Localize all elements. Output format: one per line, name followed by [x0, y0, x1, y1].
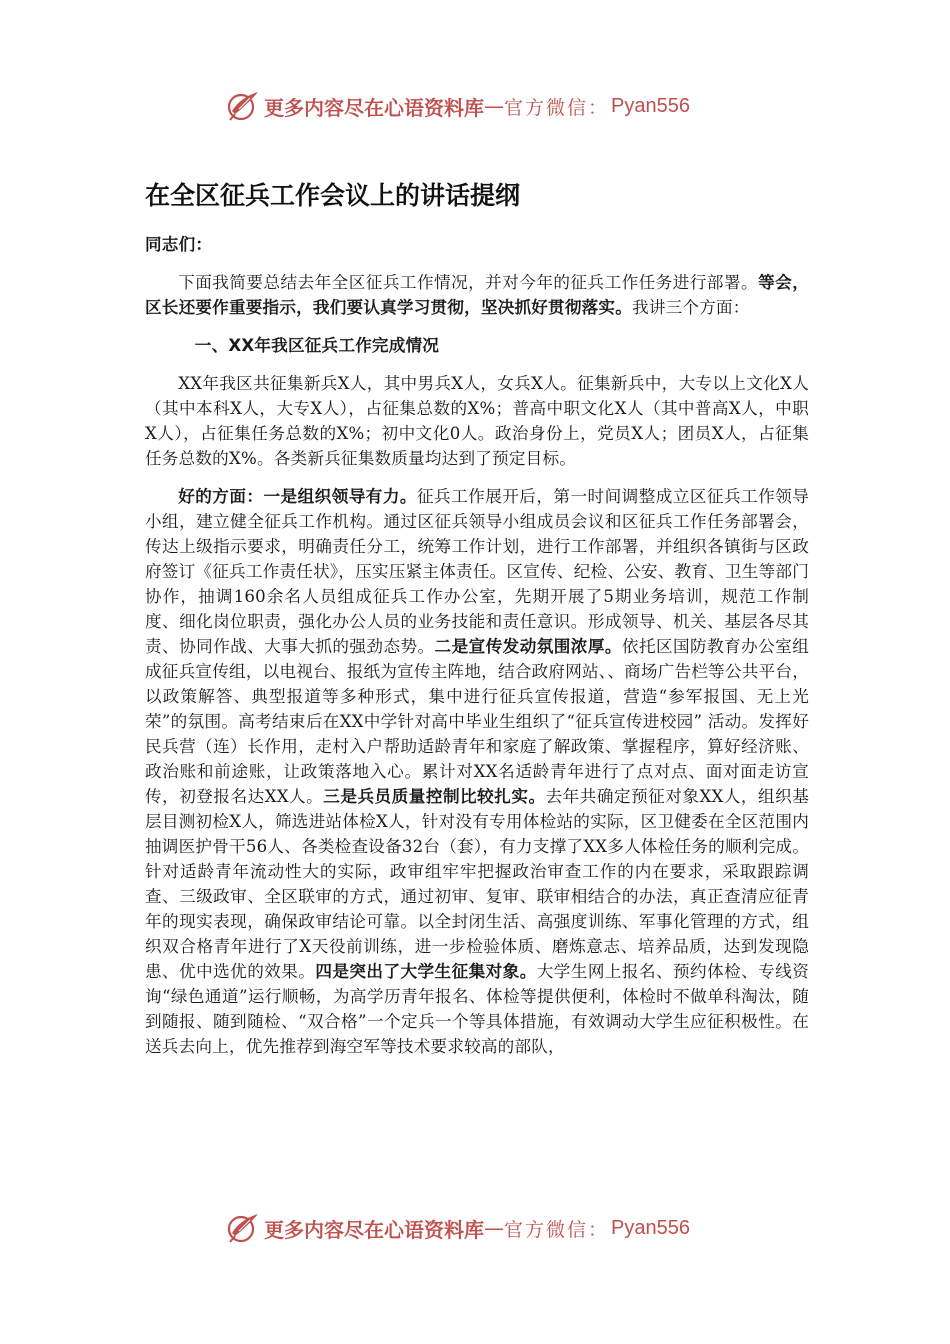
point-3-title: 三是兵员质量控制比较扎实。 — [323, 787, 546, 806]
point-2-text: 依托区国防教育办公室组成征兵宣传组，以电视台、报纸为宣传主阵地，结合政府网站、、商场广告栏等公共平台，以政策解答、典型报道等多种形式，集中进行征兵宣传报道，营造“参军报国、无上光荣”的氛围。高考结束后在XX中学针对高中毕业生组织了“征兵宣传进校园” 活动。发挥好民兵营（连）长作用，走村入户帮助适龄青年和家庭了解政策、掌握程序，算好经济账、政治账和前途账，让政策落地入心。累计对XX名适龄青年进行了点对点、面对面走访宣传，初登报名达XX人。 — [145, 637, 810, 806]
summary-paragraph: XX年我区共征集新兵X人，其中男兵X人，女兵X人。征集新兵中，大专以上文化X人（其中本科X人，大专X人），占征集总数的X%；普高中职文化X人（其中普高X人，中职X人），占征集任务总数的X%；初中文化0人。政治身份上，党员X人；团员X人，占征集任务总数的X%。各类新兵征集数质量均达到了预定目标。 — [145, 374, 809, 468]
achievements-paragraph — [145, 484, 809, 1059]
achievements-lead: 好的方面： — [178, 487, 264, 506]
intro-text-2: 我讲三个方面： — [632, 298, 750, 317]
intro-paragraph — [145, 270, 809, 320]
point-4-title: 四是突出了大学生征集对象。 — [315, 962, 537, 981]
quill-pen-logo-icon — [226, 1211, 260, 1245]
watermark-wechat-label: 官方微信： — [504, 1218, 610, 1241]
watermark-separator: — — [484, 94, 504, 118]
point-3-text: 去年共确定预征对象XX人，组织基层目测初检X人，筛选进站体检X人，针对没有专用体检站的实际，区卫健委在全区范围内抽调医护骨干56人、各类检查设备32台（套），有力支撑了XX多人体检任务的顺利完成。针对适龄青年流动性大的实际，政审组牢牢把握政治审查工作的内在要求，采取跟踪调查、三级政审、全区联审的方式，通过初审、复审、联审相结合的办法，真正查清应征青年的现实表现，确保政审结论可靠。以全封闭生活、高强度训练、军事化管理的方式，组织双合格青年进行了X天役前训练，进一步检验体质、磨炼意志、培养品质，达到发现隐患、优中选优的效果。 — [145, 787, 809, 981]
document-body — [145, 232, 809, 1059]
point-4-text: 大学生网上报名、预约体检、专线资询“绿色通道”运行顺畅，为高学历青年报名、体检等提供便利，体检时不做单科淘汰，随到随报、随到随检、“双合格”一个定兵一个等具体措施，有效调动大学生应征积极性。在送兵去向上，优先推荐到海空军等技术要求较高的部队， — [145, 962, 810, 1056]
salutation: 同志们： — [145, 235, 213, 254]
watermark-brand: 更多内容尽在心语资料库 — [264, 95, 484, 120]
intro-text-1: 下面我简要总结去年全区征兵工作情况，并对今年的征兵工作任务进行部署。 — [178, 273, 759, 292]
quill-pen-logo-icon — [226, 89, 260, 123]
point-2-title: 二是宣传发动氛围浓厚。 — [434, 637, 622, 656]
watermark-wechat-label: 官方微信： — [504, 96, 610, 119]
watermark-separator: — — [484, 1216, 504, 1240]
point-1-text: 征兵工作展开后，第一时间调整成立区征兵工作领导小组，建立健全征兵工作机构。通过区征兵领导小组成员会议和区征兵工作任务部署会，传达上级指示要求，明确责任分工，统筹工作计划，进行工作部署，并组织各镇街与区政府签订《征兵工作责任状》，压实压紧主体责任。区宣传、纪检、公安、教育、卫生等部门协作，抽调160余名人员组成征兵工作办公室，先期开展了5期业务培训，规范工作制度、细化岗位职责，强化办公人员的业务技能和责任意识。形成领导、机关、基层各尽其责、协同作战、大事大抓的强劲态势。 — [145, 487, 809, 656]
intro-emphasis: 等会，区长还要作重要指示，我们要认真学习贯彻，坚决抓好贯彻落实。 — [145, 273, 809, 317]
section-1-heading: 一、XX年我区征兵工作完成情况 — [194, 336, 440, 355]
watermark-account: Pyan556 — [611, 94, 690, 117]
point-1-title: 一是组织领导有力。 — [263, 487, 417, 506]
watermark-brand: 更多内容尽在心语资料库 — [264, 1217, 484, 1242]
footer-watermark — [226, 1208, 746, 1248]
watermark-account: Pyan556 — [611, 1216, 690, 1239]
document-title: 在全区征兵工作会议上的讲话提纲 — [145, 181, 521, 210]
header-watermark — [226, 86, 746, 126]
